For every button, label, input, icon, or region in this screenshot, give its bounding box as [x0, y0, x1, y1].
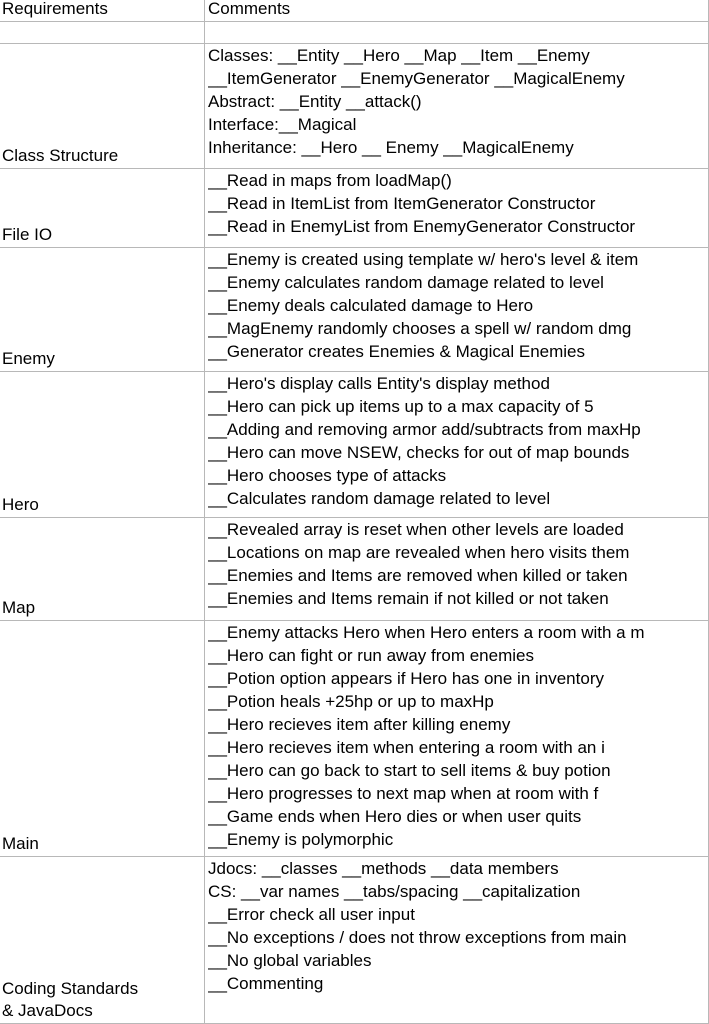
section-map — [0, 518, 709, 621]
comment-line: Inheritance: __Hero __ Enemy __MagicalEnemy — [208, 138, 574, 157]
comment-list — [208, 857, 707, 995]
comment-line: __Hero progresses to next map when at room with f — [208, 784, 599, 803]
comment-line: Classes: __Entity __Hero __Map __Item __Enemy — [208, 46, 590, 65]
comment-line: __MagEnemy randomly chooses a spell w/ random dmg — [208, 319, 632, 338]
comment-list — [208, 169, 707, 238]
section-enemy — [0, 248, 709, 372]
comment-line: __Read in ItemList from ItemGenerator Constructor — [208, 194, 596, 213]
comment-list — [208, 518, 707, 610]
comment-list — [208, 248, 707, 363]
section-main — [0, 621, 709, 857]
comments-header: Comments — [208, 0, 291, 18]
requirement-label: Main — [2, 834, 39, 853]
comment-line: __Commenting — [208, 974, 324, 993]
comment-line: Interface:__Magical — [208, 115, 357, 134]
comment-line: __Game ends when Hero dies or when user quits — [208, 807, 582, 826]
comment-line: __Hero recieves item when entering a room with an i — [208, 738, 605, 757]
comment-line: __No global variables — [208, 951, 372, 970]
comment-line: __Hero can go back to start to sell items & buy potion — [208, 761, 611, 780]
comment-line: CS: __var names __tabs/spacing __capitalization — [208, 882, 581, 901]
comment-list — [208, 44, 707, 159]
comment-line: __Error check all user input — [208, 905, 415, 924]
comment-line: __Locations on map are revealed when hero visits them — [208, 543, 630, 562]
comment-line: __Hero can pick up items up to a max capacity of 5 — [208, 397, 594, 416]
comment-line: __Revealed array is reset when other levels are loaded — [208, 520, 624, 539]
comment-line: __Enemy deals calculated damage to Hero — [208, 296, 534, 315]
requirement-label: Hero — [2, 495, 39, 514]
section-coding-standards — [0, 857, 709, 1024]
section-hero — [0, 372, 709, 518]
comment-line: __Hero chooses type of attacks — [208, 466, 447, 485]
comment-line: __Hero can fight or run away from enemies — [208, 646, 534, 665]
comment-line: __Potion option appears if Hero has one in inventory — [208, 669, 604, 688]
requirement-label: Enemy — [2, 349, 55, 368]
comment-line: Jdocs: __classes __methods __data members — [208, 859, 559, 878]
comment-line: __Enemies and Items remain if not killed or not taken — [208, 589, 609, 608]
comment-line: __No exceptions / does not throw exceptions from main — [208, 928, 627, 947]
comment-line: __Hero's display calls Entity's display method — [208, 374, 550, 393]
comment-line: __Enemies and Items are removed when killed or taken — [208, 566, 628, 585]
comment-line: __Calculates random damage related to level — [208, 489, 551, 508]
comment-line: __Hero recieves item after killing enemy — [208, 715, 511, 734]
requirement-label: Coding Standards & JavaDocs — [2, 979, 139, 1020]
header-row — [0, 0, 709, 22]
requirements-header: Requirements — [2, 0, 108, 18]
comment-line: __Enemy attacks Hero when Hero enters a room with a m — [208, 623, 645, 642]
section-class-structure — [0, 44, 709, 169]
comment-line: __Enemy calculates random damage related to level — [208, 273, 604, 292]
comment-line: __Hero can move NSEW, checks for out of map bounds — [208, 443, 630, 462]
comment-line: __Adding and removing armor add/subtracts from maxHp — [208, 420, 641, 439]
comment-list — [208, 621, 707, 851]
comment-line: __ItemGenerator __EnemyGenerator __MagicalEnemy — [208, 69, 625, 88]
comment-line: __Potion heals +25hp or up to maxHp — [208, 692, 494, 711]
comment-line: __Generator creates Enemies & Magical Enemies — [208, 342, 586, 361]
comment-line: __Enemy is polymorphic — [208, 830, 394, 849]
requirement-label: File IO — [2, 225, 53, 244]
comment-line: Abstract: __Entity __attack() — [208, 92, 422, 111]
comment-line: __Enemy is created using template w/ hero's level & item — [208, 250, 639, 269]
comment-list — [208, 372, 707, 510]
comment-line: __Read in maps from loadMap() — [208, 171, 452, 190]
blank-row — [0, 22, 709, 44]
section-file-io — [0, 169, 709, 248]
requirement-label: Map — [2, 598, 36, 617]
requirement-label: Class Structure — [2, 146, 119, 165]
comment-line: __Read in EnemyList from EnemyGenerator Constructor — [208, 217, 636, 236]
